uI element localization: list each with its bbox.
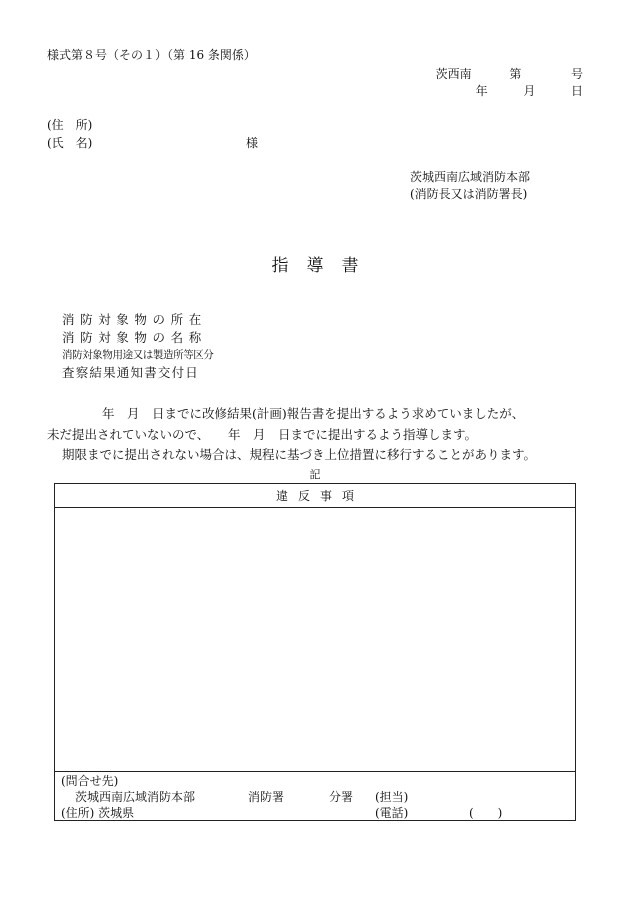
date-year: 年 (475, 84, 488, 98)
violation-header: 違反事項 (55, 484, 575, 508)
doc-number-go: 号 (570, 67, 583, 81)
issuer-title: (消防長又は消防署長) (410, 187, 528, 201)
contact-phone-paren: ( ) (469, 806, 503, 820)
contact-phone-label: (電話) (375, 806, 409, 820)
violation-box (54, 483, 576, 821)
date-month: 月 (523, 84, 536, 98)
contact-label: (問合せ先) (61, 774, 119, 788)
contact-address: (住所) 茨城県 (61, 806, 135, 820)
contact-branch: 分署 (329, 790, 354, 804)
recipient-honorific: 様 (246, 136, 259, 150)
body-line-3: 期限までに提出されない場合は、規程に基づき上位措置に移行することがあります。 (62, 447, 537, 462)
contact-org: 茨城西南広域消防本部 (75, 790, 196, 804)
doc-number-dai: 第 (509, 67, 522, 81)
issue-date (476, 85, 583, 97)
recipient-name-label: (氏 名) (47, 136, 93, 150)
body-line-2: 未だ提出されていないので、 年 月 日までに提出するよう指導します。 (47, 427, 478, 442)
contact-station: 消防署 (248, 790, 285, 804)
field-location: 消防対象物の所在 (62, 312, 207, 327)
issuer-org: 茨城西南広域消防本部 (410, 170, 531, 184)
form-number: 様式第８号（その１）（第 16 条関係） (47, 48, 256, 62)
page-title: 指導書 (271, 256, 377, 276)
document-number (436, 68, 583, 80)
contact-section (55, 771, 575, 822)
field-name: 消防対象物の名称 (62, 330, 207, 345)
violation-content-area (55, 508, 575, 771)
contact-tanto: (担当) (375, 790, 409, 804)
field-inspection-date: 査察結果通知書交付日 (62, 365, 200, 380)
ki-label: 記 (309, 468, 321, 481)
field-usage: 消防対象物用途又は製造所等区分 (62, 349, 214, 361)
date-day: 日 (570, 84, 583, 98)
body-line-1: 年 月 日までに改修結果(計画)報告書を提出するよう求めていましたが、 (102, 406, 525, 421)
doc-number-prefix: 茨西南 (435, 67, 472, 81)
recipient-address-label: (住 所) (47, 118, 93, 132)
